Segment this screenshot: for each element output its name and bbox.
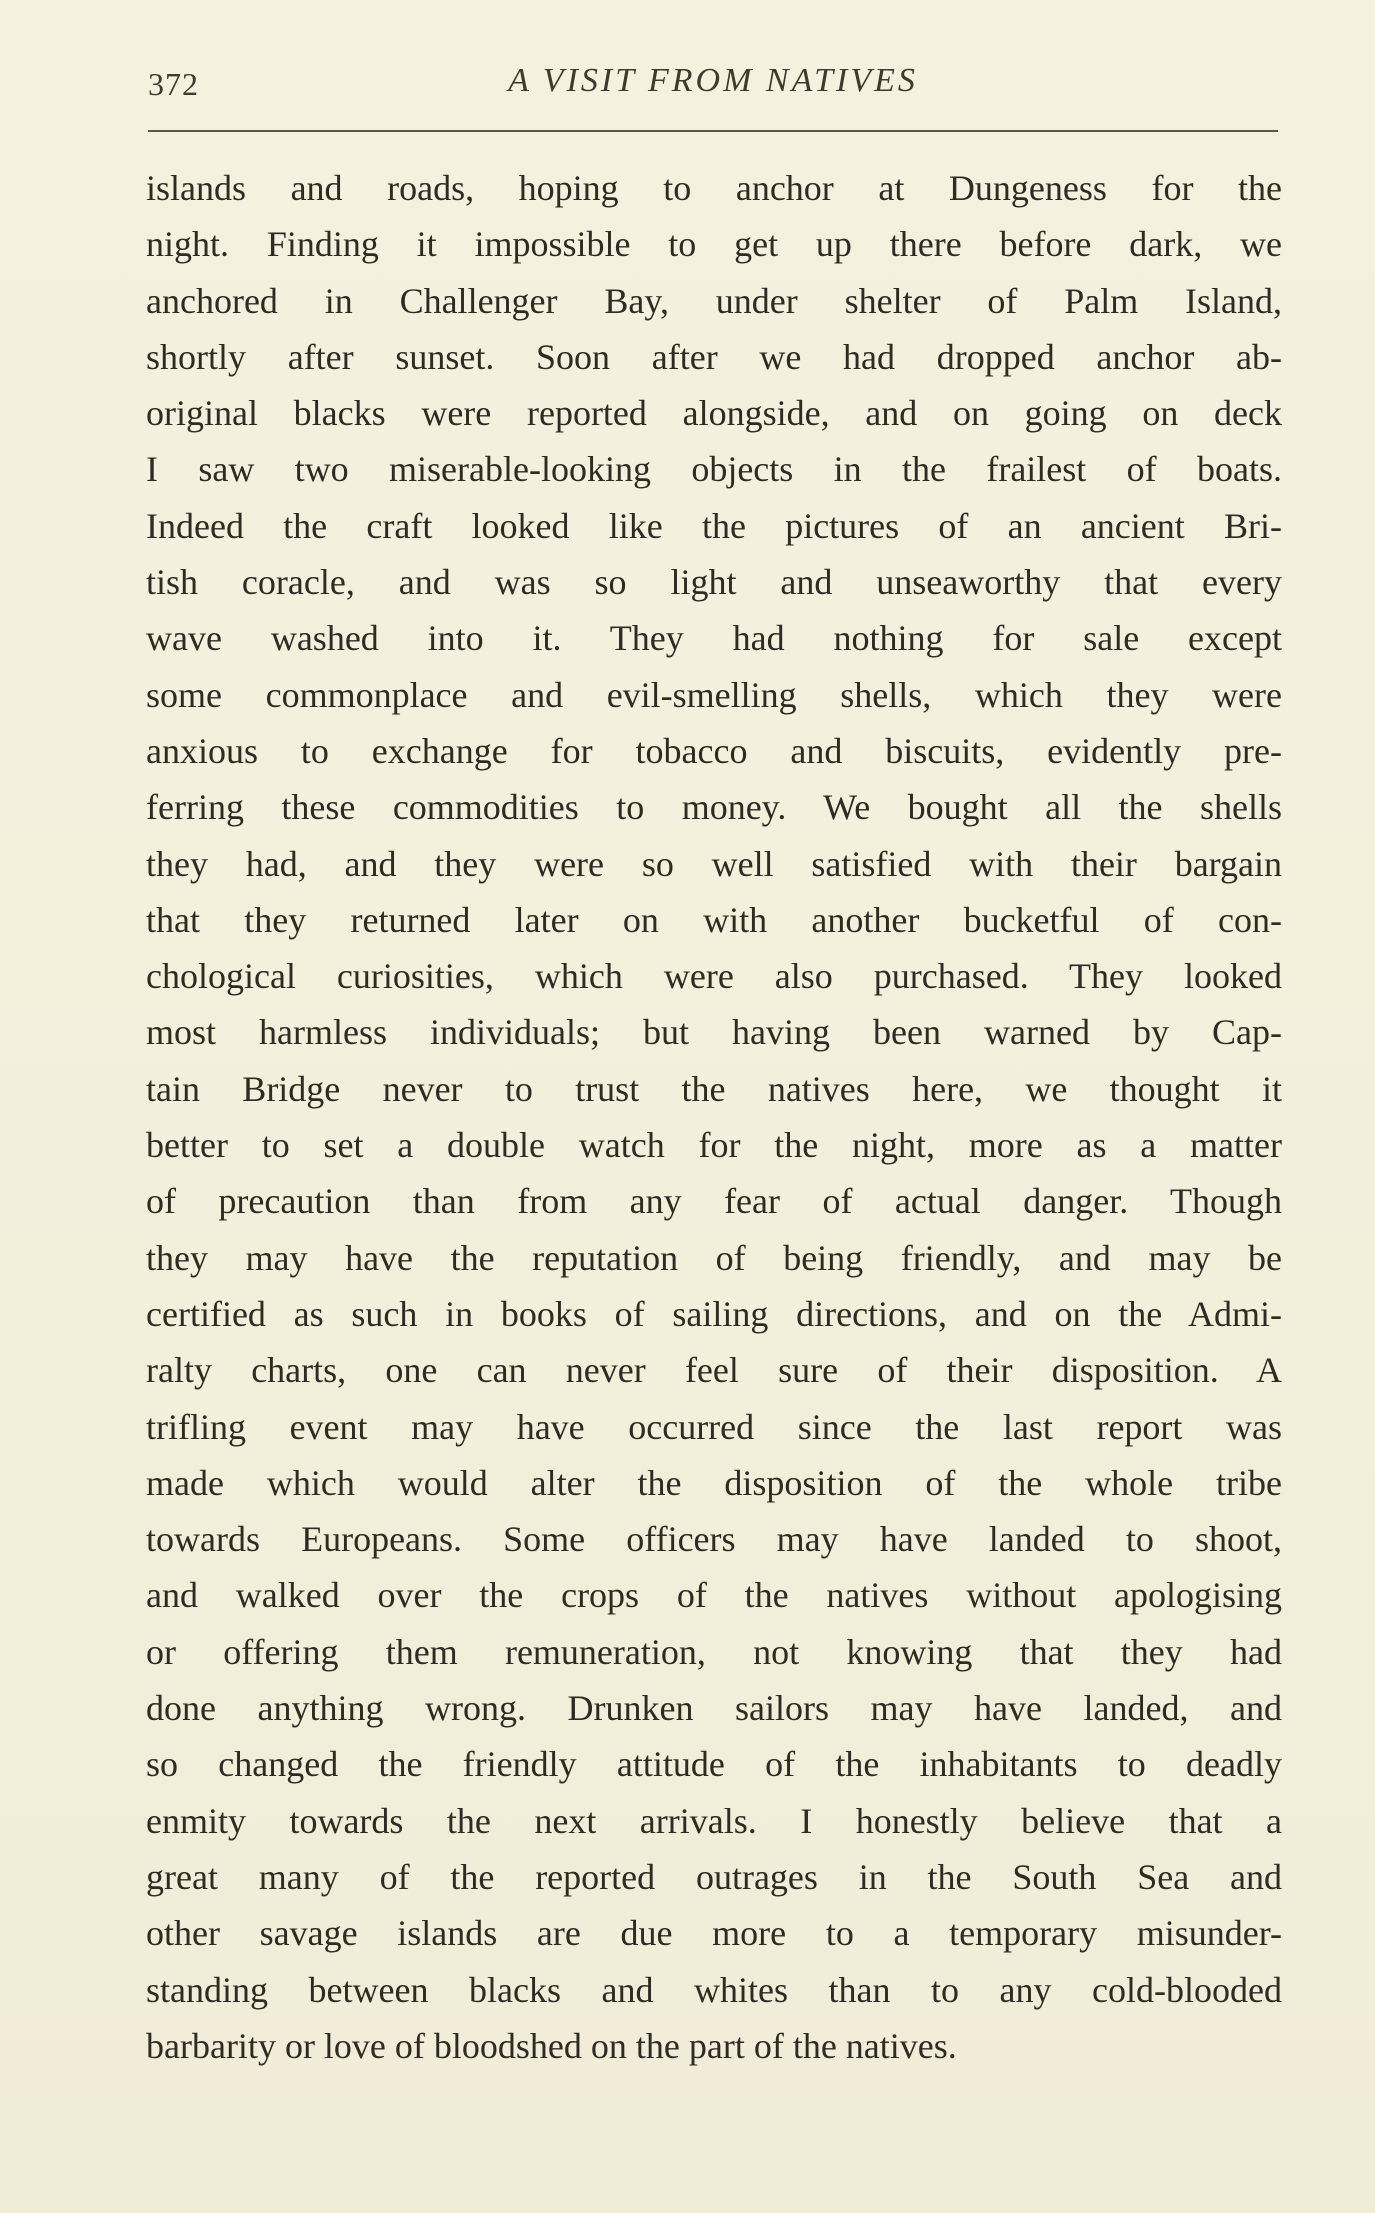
text-line: other savage islands are due more to a temporary misunder- <box>146 1913 1282 1954</box>
text-line: so changed the friendly attitude of the inhabitants to deadly <box>146 1744 1282 1785</box>
text-line: they may have the reputation of being friendly, and may be <box>146 1237 1282 1278</box>
text-line: trifling event may have occurred since the last report was <box>146 1406 1282 1447</box>
text-line: anchored in Challenger Bay, under shelter of Palm Island, <box>146 280 1282 321</box>
text-line: certified as such in books of sailing directions, and on the Admi- <box>146 1293 1282 1334</box>
text-line: tain Bridge never to trust the natives here, we thought it <box>146 1068 1282 1109</box>
text-line: barbarity or love of bloodshed on the part of the natives. <box>146 2025 957 2066</box>
page-header <box>148 56 1278 116</box>
text-line: ralty charts, one can never feel sure of their disposition. A <box>146 1350 1282 1391</box>
text-line: or offering them remuneration, not knowing that they had <box>146 1631 1282 1672</box>
text-line: that they returned later on with another bucketful of con- <box>146 899 1282 940</box>
text-line: better to set a double watch for the night, more as a matter <box>146 1125 1282 1166</box>
text-line: of precaution than from any fear of actual danger. Though <box>146 1181 1282 1222</box>
text-line: great many of the reported outrages in the South Sea and <box>146 1856 1282 1897</box>
page-number: 372 <box>148 66 199 102</box>
text-line: wave washed into it. They had nothing for sale except <box>146 618 1282 659</box>
running-head: A VISIT FROM NATIVES <box>508 62 918 99</box>
text-line: and walked over the crops of the natives without apologising <box>146 1575 1282 1616</box>
text-line: some commonplace and evil-smelling shells, which they were <box>146 674 1282 715</box>
text-line: most harmless individuals; but having been warned by Cap- <box>146 1012 1282 1053</box>
text-line: towards Europeans. Some officers may have landed to shoot, <box>146 1519 1282 1560</box>
text-line: chological curiosities, which were also purchased. They looked <box>146 956 1282 997</box>
text-line: Indeed the craft looked like the pictures of an ancient Bri- <box>146 505 1282 546</box>
body-paragraph <box>146 160 1282 2074</box>
text-line: enmity towards the next arrivals. I honestly believe that a <box>146 1800 1282 1841</box>
text-line: shortly after sunset. Soon after we had dropped anchor ab- <box>146 336 1282 377</box>
text-line: I saw two miserable-looking objects in the frailest of boats. <box>146 449 1282 490</box>
text-line: ferring these commodities to money. We bought all the shells <box>146 787 1282 828</box>
text-line: islands and roads, hoping to anchor at Dungeness for the <box>146 168 1282 208</box>
text-line: tish coracle, and was so light and unseaworthy that every <box>146 562 1282 603</box>
text-line: done anything wrong. Drunken sailors may have landed, and <box>146 1688 1282 1729</box>
text-line: they had, and they were so well satisfied with their bargain <box>146 843 1282 884</box>
text-line: night. Finding it impossible to get up there before dark, we <box>146 224 1282 265</box>
text-line: anxious to exchange for tobacco and biscuits, evidently pre- <box>146 730 1282 771</box>
text-line: made which would alter the disposition of the whole tribe <box>146 1462 1282 1503</box>
text-line: standing between blacks and whites than to any cold-blooded <box>146 1969 1282 2010</box>
text-line: original blacks were reported alongside, and on going on deck <box>146 393 1282 434</box>
header-rule <box>148 130 1278 132</box>
